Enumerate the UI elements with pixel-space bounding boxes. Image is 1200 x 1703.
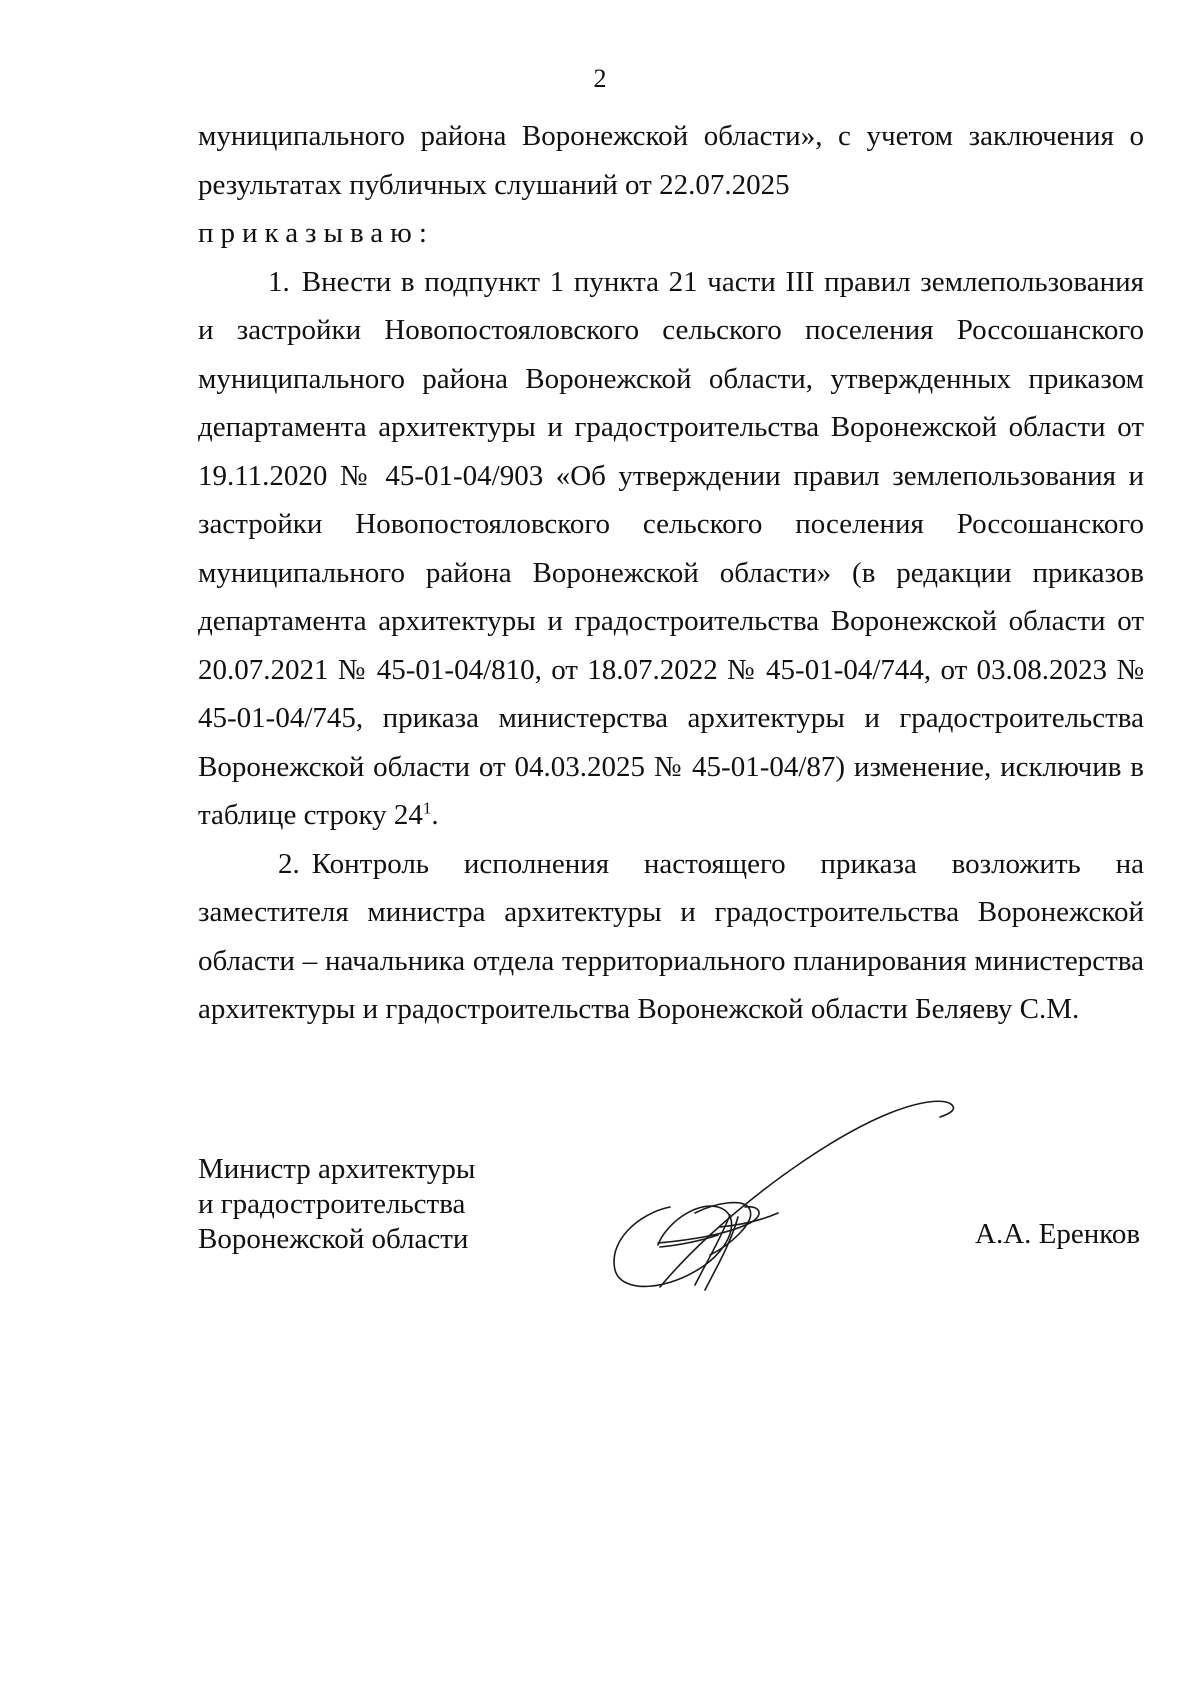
item-1-end: . (431, 799, 439, 831)
handwritten-signature (600, 1095, 960, 1300)
item-2-number: 2. (278, 847, 300, 880)
item-2-text: Контроль исполнения настоящего приказа возложить на заместителя министра архитектуры и градостроительства Воронежской области – начальника отдела территориального планирования министерства архитектуры и градостроительства Воронежской области Беляеву С.М. (198, 847, 1144, 1025)
intro-paragraph: муниципального района Воронежской области», с учетом заключения о результатах публичных слушаний от 22.07.2025 (198, 120, 1144, 201)
item-1-paragraph (198, 258, 1144, 840)
position-line-3: Воронежской области (198, 1223, 469, 1255)
item-1-text: Внести в подпункт 1 пункта 21 части III правил землепользования и застройки Новопостояловского сельского поселения Россошанского муниципального района Воронежской области, утвержденных приказом департамента архитектуры и градостроительства Воронежской области от 19.11.2020 № 45-01-04/903 «Об утверждении правил землепользования и застройки Новопостояловского сельского поселения Россошанского муниципального района Воронежской области» (в редакции приказов департамента архитектуры и градостроительства Воронежской области от 20.07.2021 № 45-01-04/810, от 18.07.2022 № 45-01-04/744, от 03.08.2023 № 45-01-04/745, приказа министерства архитектуры и градостроительства Воронежской области от 04.03.2025 № 45-01-04/87) изменение, исключив в таблице строку 24 (198, 265, 1144, 831)
item-1-number: 1. (268, 265, 290, 298)
document-body (198, 112, 1144, 1034)
position-line-2: и градостроительства (198, 1188, 466, 1220)
item-1-superscript: 1 (422, 798, 432, 818)
page-number: 2 (593, 64, 607, 93)
command-word: приказываю: (198, 217, 434, 249)
signatory-name: А.А. Еренков (975, 1218, 1141, 1250)
item-2-paragraph (198, 840, 1144, 1034)
position-line-1: Министр архитектуры (198, 1153, 476, 1185)
signatory-position (198, 1152, 475, 1257)
